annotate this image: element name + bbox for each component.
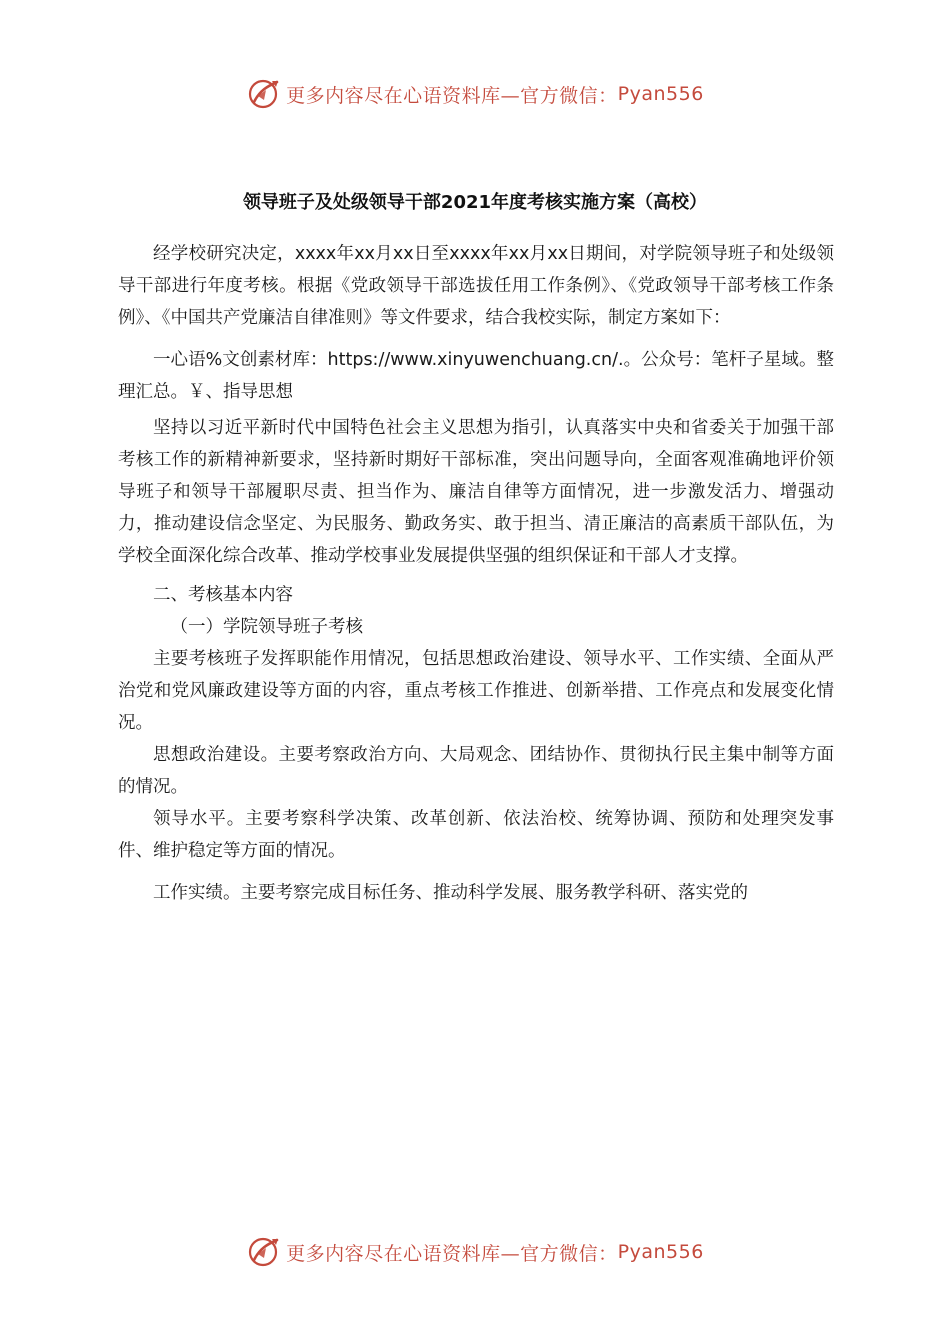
header-banner-text: 更多内容尽在心语资料库—官方微信： xyxy=(286,84,618,107)
header-banner xyxy=(0,74,950,114)
curved-arrow-logo-icon xyxy=(246,1234,282,1270)
paragraph-intro: 经学校研究决定，xxxx年xx月xx日至xxxx年xx月xx日期间，对学院领导班子和处级领导干部进行年度考核。根据《党政领导干部选拔任用工作条例》、《党政领导干部考核工作条例》、《中国共产党廉洁自律准则》等文件要求，结合我校实际，制定方案如下： xyxy=(118,244,834,328)
document-title: 领导班子及处级领导干部2021年度考核实施方案（高校） xyxy=(242,192,708,213)
footer-banner-handle: Pyan556 xyxy=(617,1241,704,1263)
section-heading-content: 二、考核基本内容 xyxy=(153,585,293,605)
paragraph-guiding-heading: 一心语%文创素材库：https://www.xinyuwenchuang.cn/.。公众号：笔杆子星域。整理汇总。￥、指导思想 xyxy=(118,350,834,402)
paragraph-team-assessment: 主要考核班子发挥职能作用情况，包括思想政治建设、领导水平、工作实绩、全面从严治党和党风廉政建设等方面的内容，重点考核工作推进、创新举措、工作亮点和发展变化情况。 xyxy=(118,649,834,733)
document-body xyxy=(118,238,834,909)
footer-banner xyxy=(0,1232,950,1272)
paragraph-guiding-thought: 坚持以习近平新时代中国特色社会主义思想为指引，认真落实中央和省委关于加强干部考核工作的新精神新要求，坚持新时期好干部标准，突出问题导向，全面客观准确地评价领导班子和领导干部履职尽责、担当作为、廉洁自律等方面情况，进一步激发活力、增强动力，推动建设信念坚定、为民服务、勤政务实、敢于担当、清正廉洁的高素质干部队伍，为学校全面深化综合改革、推动学校事业发展提供坚强的组织保证和干部人才支撑。 xyxy=(118,418,834,566)
header-banner-handle: Pyan556 xyxy=(617,83,704,105)
curved-arrow-logo-icon xyxy=(246,76,282,112)
paragraph-leadership-level: 领导水平。主要考察科学决策、改革创新、依法治校、统筹协调、预防和处理突发事件、维护稳定等方面的情况。 xyxy=(118,809,834,861)
paragraph-work-performance: 工作实绩。主要考察完成目标任务、推动科学发展、服务教学科研、落实党的 xyxy=(153,883,748,903)
footer-banner-text: 更多内容尽在心语资料库—官方微信： xyxy=(286,1242,618,1265)
subsection-heading-college-team: （一）学院领导班子考核 xyxy=(170,617,363,637)
paragraph-political-building: 思想政治建设。主要考察政治方向、大局观念、团结协作、贯彻执行民主集中制等方面的情况。 xyxy=(118,745,834,797)
